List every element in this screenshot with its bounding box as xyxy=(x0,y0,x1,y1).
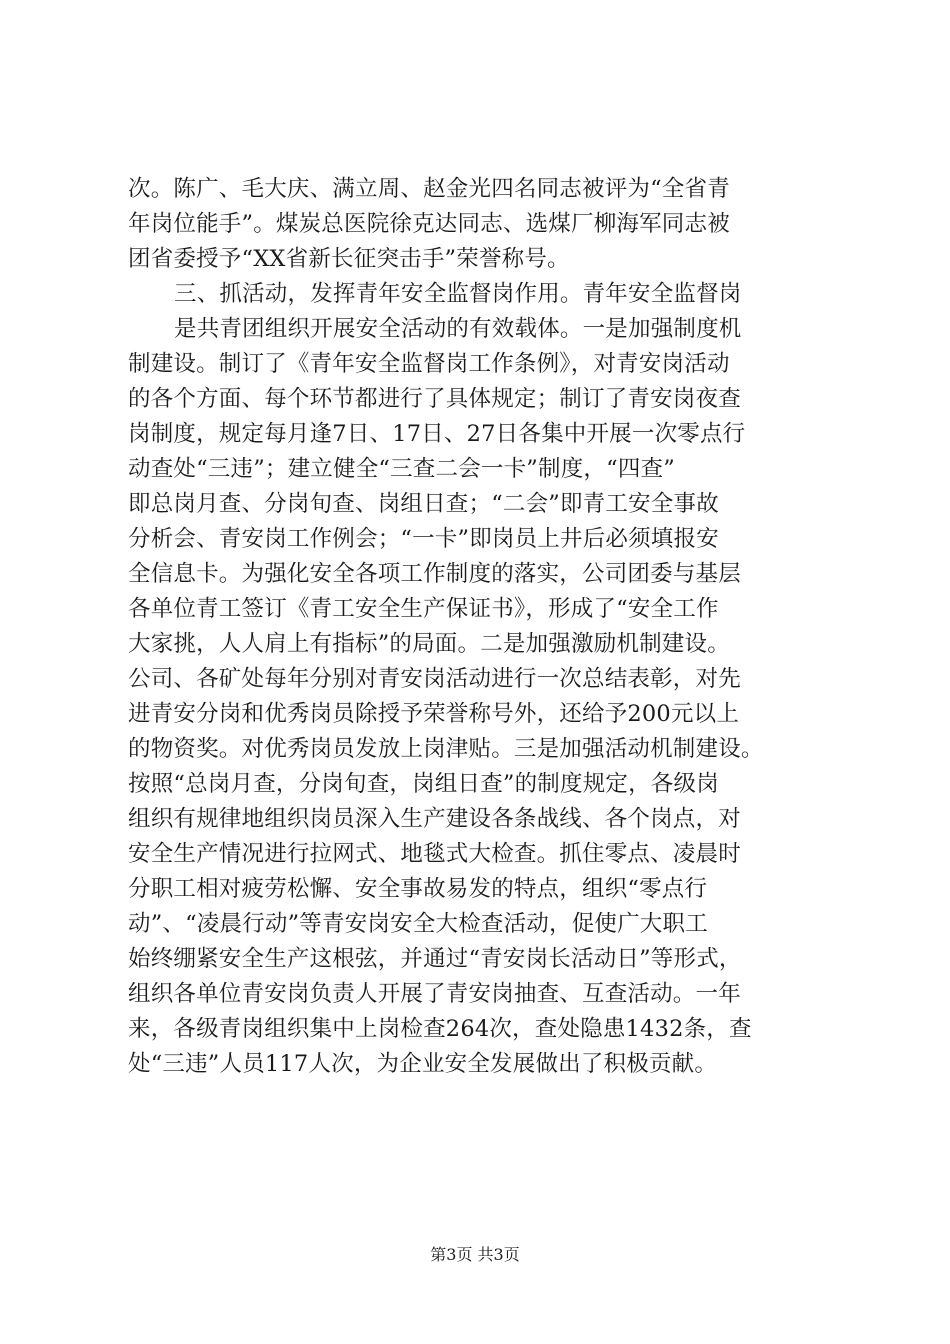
text-line: 的物资奖。对优秀岗员发放上岗津贴。三是加强活动机制建设。 xyxy=(128,736,764,762)
text-line: 分析会、青安岗工作例会；“一卡”即岗员上井后必须填报安 xyxy=(128,526,719,552)
text-line: 来，各级青岗组织集中上岗检查264次，查处隐患1432条，查 xyxy=(128,1016,752,1042)
text-line: 动”、“凌晨行动”等青安岗安全大检查活动，促使广大职工 xyxy=(128,911,708,937)
text-line: 组织各单位青安岗负责人开展了青安岗抽查、互查活动。一年 xyxy=(128,981,741,1007)
text-line: 动查处“三违”；建立健全“三查二会一卡”制度，“四查” xyxy=(128,456,675,482)
text-line: 大家挑，人人肩上有指标”的局面。二是加强激励机制建设。 xyxy=(128,631,730,657)
text-line: 始终绷紧安全生产这根弦，并通过“青安岗长活动日”等形式， xyxy=(128,946,742,972)
text-line: 年岗位能手”。煤炭总医院徐克达同志、选煤厂柳海军同志被 xyxy=(128,211,730,237)
text-line: 次。陈广、毛大庆、满立周、赵金光四名同志被评为“全省青 xyxy=(128,176,730,202)
text-line: 岗制度，规定每月逢7日、17日、27日各集中开展一次零点行 xyxy=(128,421,746,447)
text-line: 的各个方面、每个环节都进行了具体规定；制订了青安岗夜查 xyxy=(128,386,741,412)
text-line: 安全生产情况进行拉网式、地毯式大检查。抓住零点、凌晨时 xyxy=(128,841,741,867)
text-line: 分职工相对疲劳松懈、安全事故易发的特点，组织“零点行 xyxy=(128,876,708,902)
text-line: 各单位青工签订《青工安全生产保证书》，形成了“安全工作 xyxy=(128,596,719,622)
text-line: 是共青团组织开展安全活动的有效载体。一是加强制度机 xyxy=(174,316,742,342)
page-footer: 第3页 共3页 xyxy=(430,1245,520,1264)
text-line: 组织有规律地组织岗员深入生产建设各条战线、各个岗点，对 xyxy=(128,806,741,832)
text-line: 即总岗月查、分岗旬查、岗组日查；“二会”即青工安全事故 xyxy=(128,491,719,517)
text-line: 进青安分岗和优秀岗员除授予荣誉称号外，还给予200元以上 xyxy=(128,701,740,727)
text-line: 按照“总岗月查，分岗旬查，岗组日查”的制度规定，各级岗 xyxy=(128,771,719,797)
text-line: 公司、各矿处每年分别对青安岗活动进行一次总结表彰，对先 xyxy=(128,666,741,692)
text-line: 处“三违”人员117人次，为企业安全发展做出了积极贡献。 xyxy=(128,1051,718,1077)
text-line: 全信息卡。为强化安全各项工作制度的落实，公司团委与基层 xyxy=(128,561,741,587)
body-text xyxy=(128,172,856,1082)
section-heading-line: 三、抓活动，发挥青年安全监督岗作用。青年安全监督岗 xyxy=(174,281,742,307)
text-line: 制建设。制订了《青年安全监督岗工作条例》，对青安岗活动 xyxy=(128,351,730,377)
text-line: 团省委授予“XX省新长征突击手”荣誉称号。 xyxy=(128,246,570,272)
